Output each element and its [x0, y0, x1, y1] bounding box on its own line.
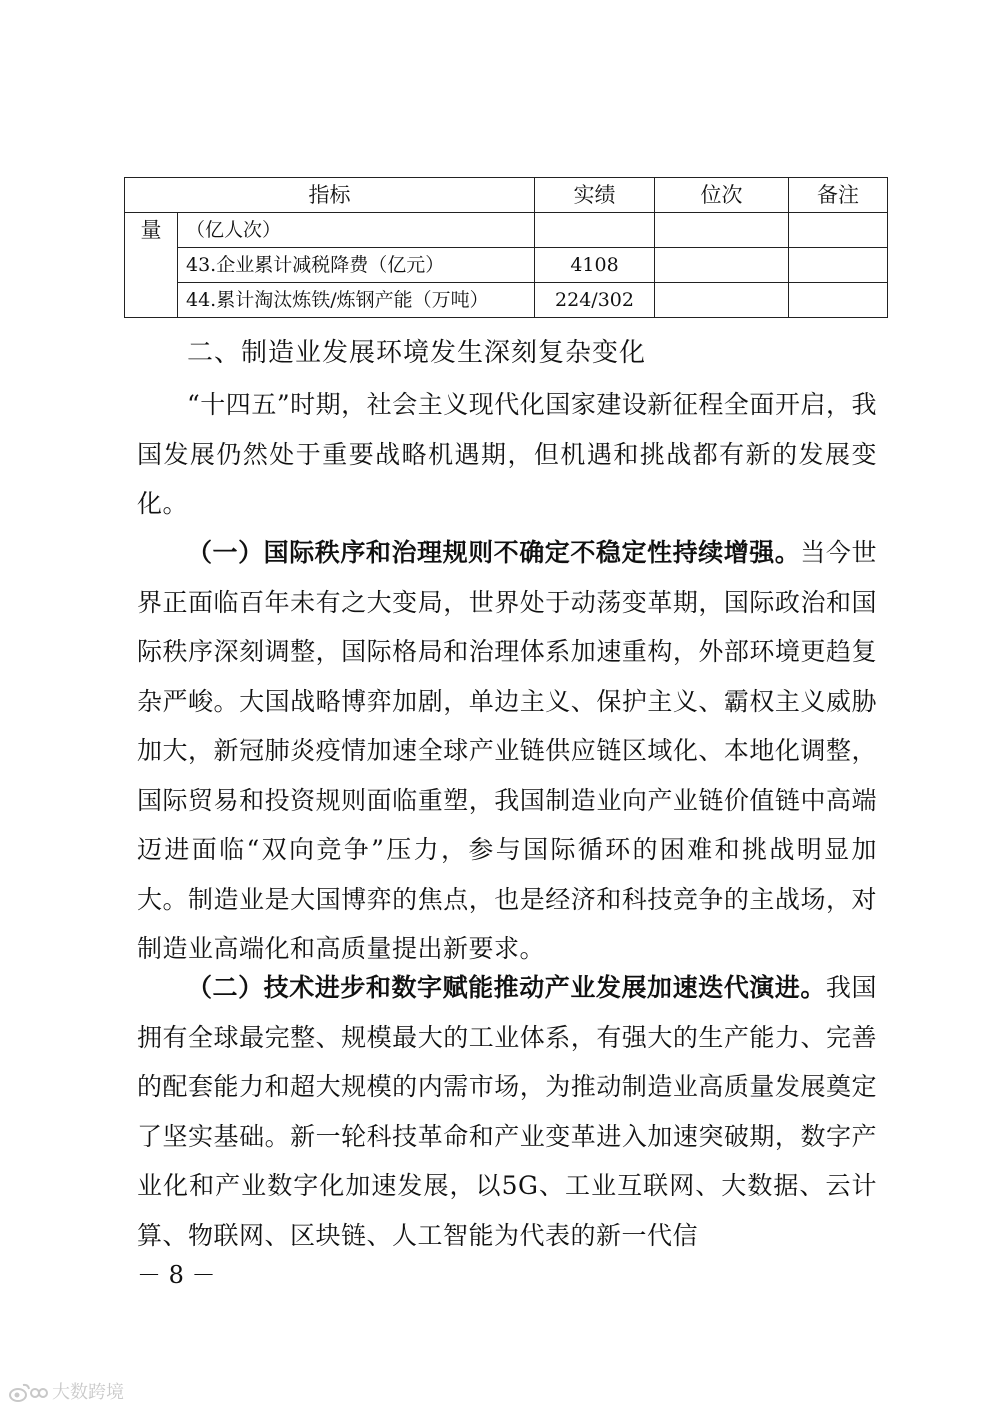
header-rank: 位次: [655, 178, 789, 213]
table-header-row: [125, 178, 888, 213]
page-number: － 8 －: [137, 1261, 216, 1289]
table-row: [125, 213, 888, 248]
category-cell: 量: [125, 213, 178, 318]
paragraph-intro: [137, 380, 877, 529]
rank-cell: [655, 213, 789, 248]
watermark: [8, 1380, 124, 1406]
note-cell: [789, 248, 888, 283]
rank-cell: [655, 248, 789, 283]
paragraph-text: “十四五”时期，社会主义现代化国家建设新征程全面开启，我国发展仍然处于重要战略机遇期，但机遇和挑战都有新的发展变化。: [137, 390, 877, 518]
section-heading: 二、制造业发展环境发生深刻复杂变化: [187, 338, 647, 368]
rank-cell: [655, 283, 789, 318]
paragraph-technology: [137, 963, 877, 1260]
result-cell: 4108: [535, 248, 655, 283]
paragraph-lead: （二）技术进步和数字赋能推动产业发展加速迭代演进。: [187, 973, 826, 1002]
indicator-cell: 44.累计淘汰炼铁/炼钢产能（万吨）: [178, 283, 535, 318]
paragraph-international-order: [137, 528, 877, 974]
header-note: 备注: [789, 178, 888, 213]
watermark-text: 大数跨境: [52, 1382, 124, 1403]
indicator-cell: 43.企业累计减税降费（亿元）: [178, 248, 535, 283]
header-result: 实绩: [535, 178, 655, 213]
indicator-cell: （亿人次）: [178, 213, 535, 248]
header-indicator: 指标: [125, 178, 535, 213]
table-row: [125, 283, 888, 318]
result-cell: [535, 213, 655, 248]
weibo-logo-icon: [8, 1382, 48, 1404]
note-cell: [789, 283, 888, 318]
paragraph-text: 当今世界正面临百年未有之大变局，世界处于动荡变革期，国际政治和国际秩序深刻调整，国际格局和治理体系加速重构，外部环境更趋复杂严峻。大国战略博弈加剧，单边主义、保护主义、霸权主义威胁加大，新冠肺炎疫情加速全球产业链供应链区域化、本地化调整，国际贸易和投资规则面临重塑，我国制造业向产业链价值链中高端迈进面临“双向竞争”压力，参与国际循环的困难和挑战明显加大。制造业是大国博弈的焦点，也是经济和科技竞争的主战场，对制造业高端化和高质量提出新要求。: [137, 538, 877, 963]
indicator-table: [124, 177, 888, 318]
table-row: [125, 248, 888, 283]
result-cell: 224/302: [535, 283, 655, 318]
note-cell: [789, 213, 888, 248]
paragraph-text: 我国拥有全球最完整、规模最大的工业体系，有强大的生产能力、完善的配套能力和超大规模的内需市场，为推动制造业高质量发展奠定了坚实基础。新一轮科技革命和产业变革进入加速突破期，数字产业化和产业数字化加速发展，以5G、工业互联网、大数据、云计算、物联网、区块链、人工智能为代表的新一代信: [137, 973, 877, 1250]
paragraph-lead: （一）国际秩序和治理规则不确定不稳定性持续增强。: [187, 538, 801, 567]
